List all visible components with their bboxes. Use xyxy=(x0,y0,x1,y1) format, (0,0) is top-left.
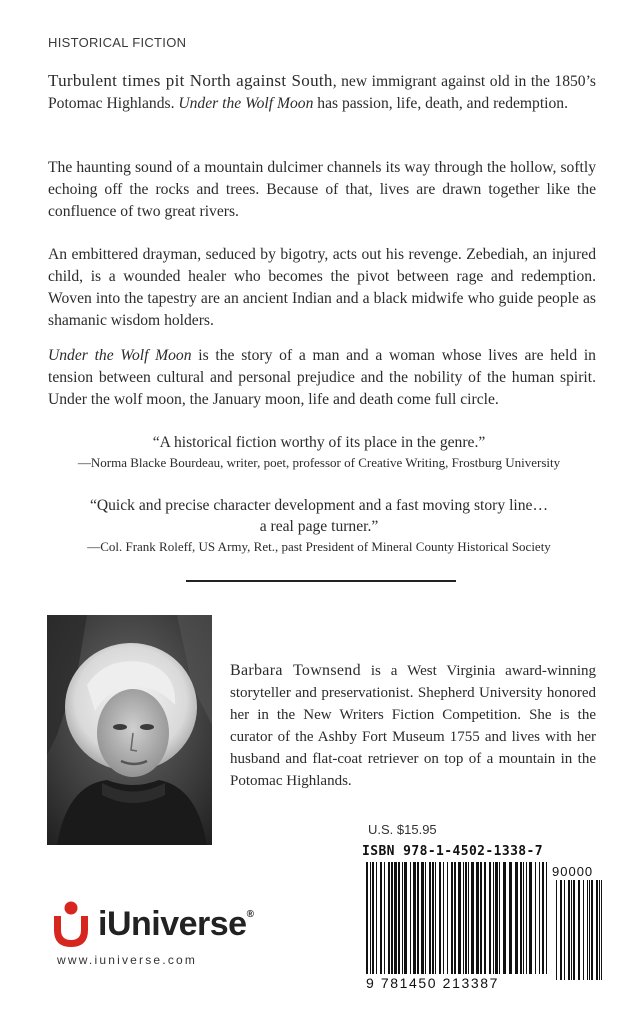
author-name: Barbara Townsend xyxy=(230,662,361,679)
review-quote-1 xyxy=(20,432,618,473)
book-title: Under the Wolf Moon xyxy=(48,347,192,364)
review-quote-2 xyxy=(20,495,618,557)
author-bio: Barbara Townsend is a West Virginia award-winning storyteller and preservationist. Shepherd University honored her in the New Writers Fiction Competition. She is the curator of the Ashby Fort Museum 1755 and lives with her husband and flat-coat retriever on top of a mountain in the Potomac Highlands. xyxy=(230,662,596,789)
blurb-lead-phrase: Turbulent times pit North against South xyxy=(48,71,333,90)
barcode-digits: 9 781450 213387 xyxy=(366,975,499,991)
publisher-name: iUniverse® xyxy=(98,904,254,943)
isbn-label: ISBN 978-1-4502-1338-7 xyxy=(362,844,543,859)
genre-label: HISTORICAL FICTION xyxy=(48,35,187,50)
quote-text: “Quick and precise character development and a fast moving story line… xyxy=(89,497,549,514)
barcode-addon-digits: 90000 xyxy=(552,864,594,879)
book-title: Under the Wolf Moon xyxy=(178,95,314,112)
quote-attribution: —Col. Frank Roleff, US Army, Ret., past President of Mineral County Historical Society xyxy=(87,539,551,554)
price-label: U.S. $15.95 xyxy=(368,822,437,837)
publisher-logo xyxy=(50,900,253,948)
blurb-paragraph-3: An embittered drayman, seduced by bigotry, acts out his revenge. Zebediah, an injured child, is a wounded healer who becomes the pivot between rage and redemption. Woven into the tapestry are an ancient Indian and a black midwife who guide people as shamanic wisdom holders. xyxy=(48,246,596,329)
quote-attribution: —Norma Blacke Bourdeau, writer, poet, professor of Creative Writing, Frostburg University xyxy=(77,455,561,470)
iuniverse-logo-icon xyxy=(50,900,96,948)
blurb-paragraph-4: Under the Wolf Moon is the story of a man and a woman whose lives are held in tension between cultural and personal prejudice and the nobility of the human spirit. Under the wolf moon, the January moon, life and death come full circle. xyxy=(48,347,596,408)
quote-text-cont: a real page turner.” xyxy=(259,518,379,535)
publisher-website: www.iuniverse.com xyxy=(57,953,198,967)
blurb-paragraph-2: The haunting sound of a mountain dulcimer channels its way through the hollow, softly echoing off the rocks and trees. Because of that, lives are drawn together like the confluence of two great rivers. xyxy=(48,159,596,220)
quote-text: “A historical fiction worthy of its place in the genre.” xyxy=(152,434,486,451)
author-photo xyxy=(47,615,212,845)
blurb-paragraph-1: Turbulent times pit North against South, new immigrant against old in the 1850’s Potomac Highlands. Under the Wolf Moon has passion, life, death, and redemption. xyxy=(48,71,596,112)
section-divider xyxy=(186,580,456,582)
